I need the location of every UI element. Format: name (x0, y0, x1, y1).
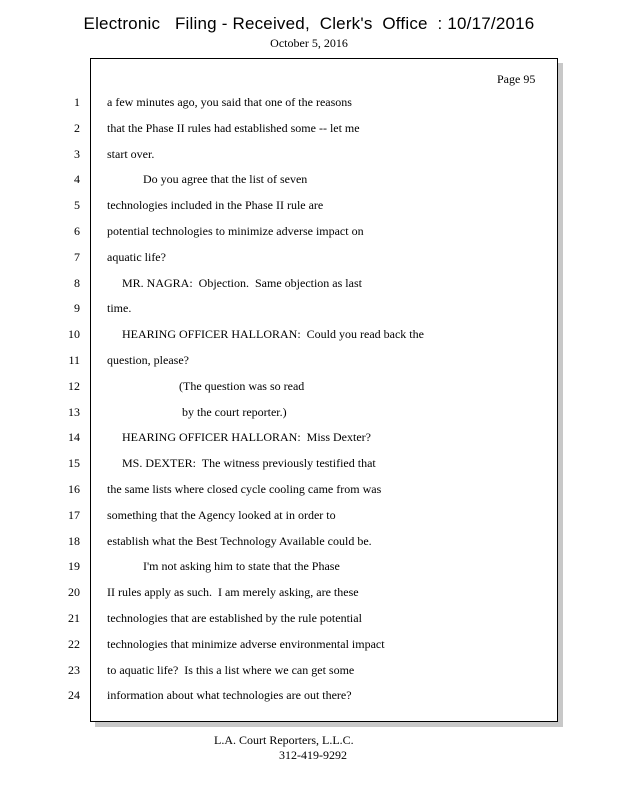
line-number: 6 (74, 224, 80, 238)
line-text: something that the Agency looked at in order to (107, 507, 336, 522)
line-text: (The question was so read (107, 378, 305, 393)
footer-reporter: L.A. Court Reporters, L.L.C. (214, 733, 354, 747)
line-number: 8 (74, 275, 80, 290)
line-number: 19 (68, 559, 80, 574)
line-number: 21 (68, 611, 80, 625)
line-number: 23 (68, 662, 80, 677)
line-text: technologies that minimize adverse environmental impact (107, 636, 385, 651)
line-text: start over. (107, 146, 155, 161)
line-number: 4 (74, 172, 80, 187)
line-number: 16 (68, 482, 80, 496)
line-number: 11 (68, 353, 80, 367)
line-text: HEARING OFFICER HALLORAN: Could you read back the (107, 327, 424, 342)
line-text: establish what the Best Technology Available could be. (107, 533, 372, 548)
line-text: technologies included in the Phase II rule are (107, 198, 324, 213)
line-text: II rules apply as such. I am merely asking, are these (107, 585, 359, 600)
line-text: question, please? (107, 353, 189, 367)
line-text: MS. DEXTER: The witness previously testified that (107, 456, 376, 471)
line-text: HEARING OFFICER HALLORAN: Miss Dexter? (107, 430, 371, 445)
line-number: 7 (74, 249, 80, 264)
line-number: 24 (68, 688, 80, 703)
line-text: MR. NAGRA: Objection. Same objection as last (107, 275, 362, 290)
line-number: 3 (74, 146, 80, 161)
transcript-date: October 5, 2016 (270, 36, 348, 50)
line-number: 15 (68, 456, 80, 471)
line-text: Do you agree that the list of seven (107, 172, 308, 187)
line-text: potential technologies to minimize adverse impact on (107, 224, 364, 238)
line-number: 5 (74, 198, 80, 213)
line-number: 10 (68, 327, 80, 342)
line-number: 18 (68, 533, 80, 548)
filing-stamp: Electronic Filing - Received, Clerk's Office : 10/17/2016 (83, 14, 535, 33)
line-text: the same lists where closed cycle cooling came from was (107, 482, 382, 496)
line-text: to aquatic life? Is this a list where we can get some (107, 662, 355, 677)
line-number: 20 (68, 585, 80, 600)
line-number: 9 (74, 301, 80, 316)
line-text: aquatic life? (107, 249, 166, 264)
line-number: 13 (68, 404, 80, 419)
line-number: 17 (68, 507, 80, 522)
line-text: time. (107, 301, 132, 316)
line-number: 14 (68, 430, 80, 445)
line-number: 22 (68, 636, 80, 651)
footer-phone: 312-419-9292 (279, 748, 347, 762)
line-text: that the Phase II rules had established some -- let me (107, 120, 360, 135)
line-text: I'm not asking him to state that the Phase (107, 559, 340, 574)
line-text: information about what technologies are out there? (107, 688, 352, 703)
page-number: Page 95 (497, 72, 536, 86)
line-text: a few minutes ago, you said that one of the reasons (107, 95, 352, 109)
line-number: 12 (68, 378, 80, 393)
line-text: by the court reporter.) (107, 404, 287, 419)
line-text: technologies that are established by the rule potential (107, 611, 362, 625)
line-number: 1 (74, 95, 80, 109)
line-number: 2 (74, 120, 80, 135)
